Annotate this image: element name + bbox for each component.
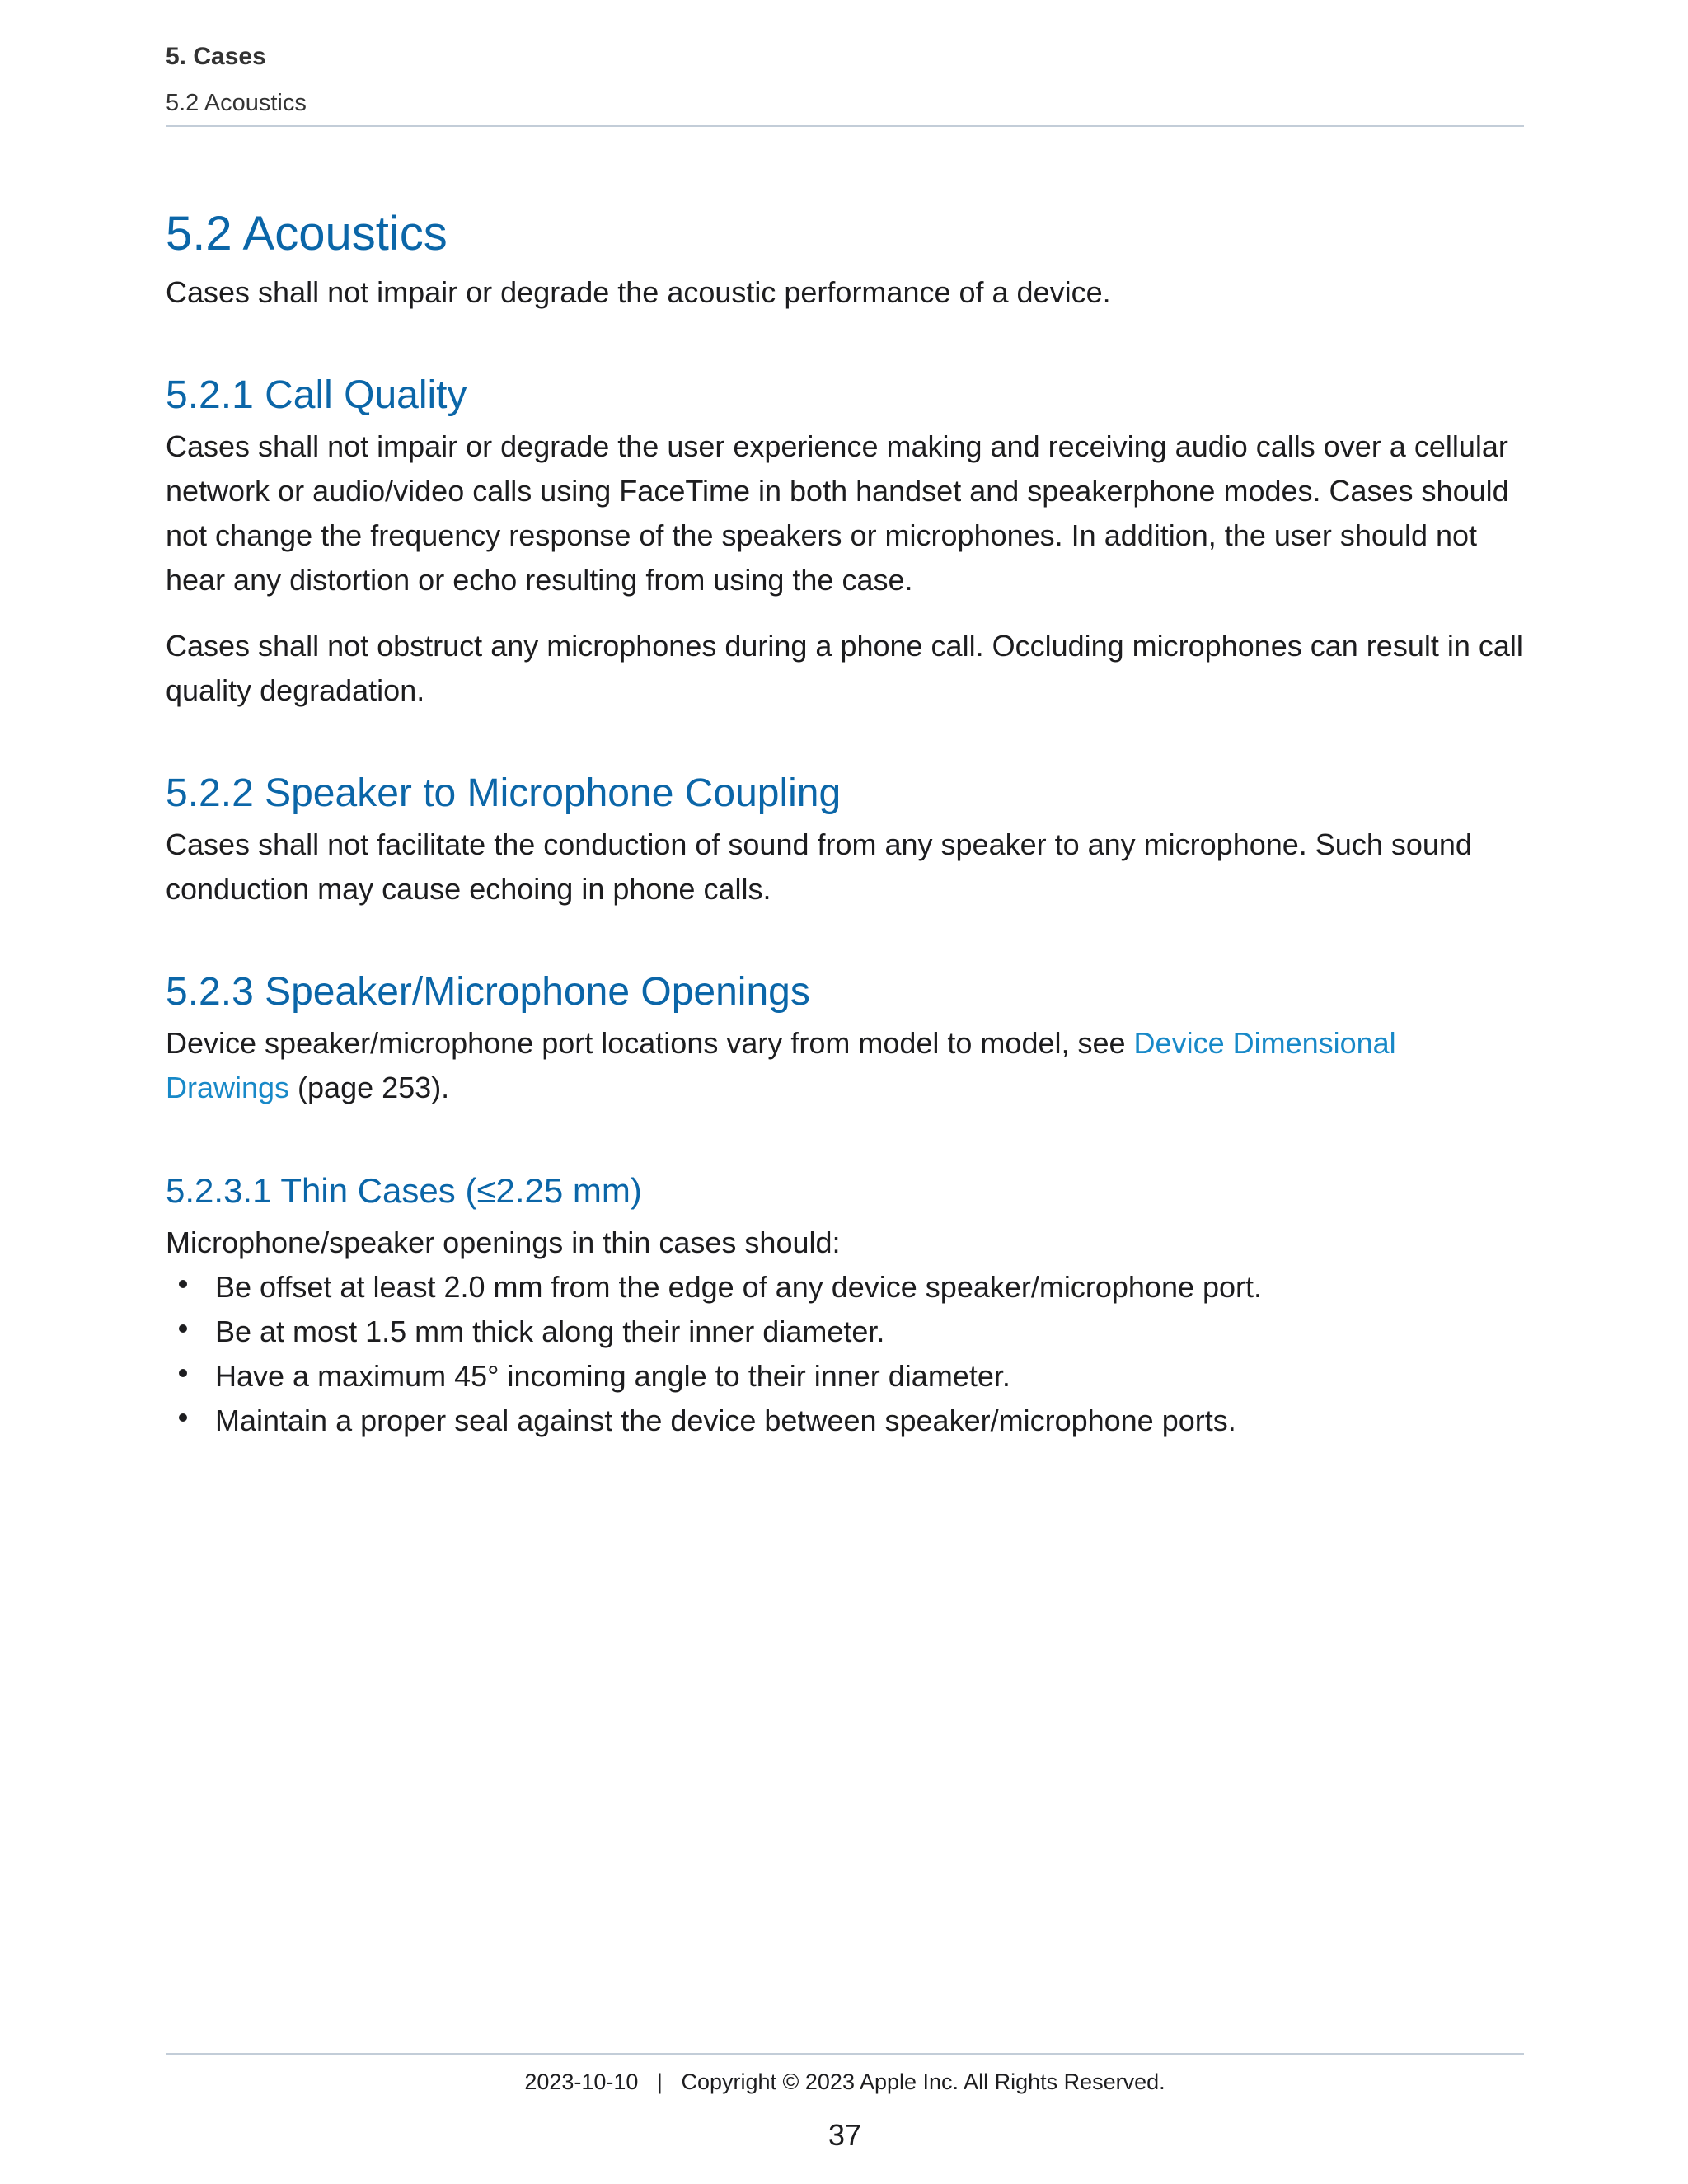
openings-heading: 5.2.3 Speaker/Microphone Openings [166,970,810,1014]
running-header [166,40,1524,120]
header-section: 5.2 Acoustics [166,90,307,116]
page-content [166,198,1524,1443]
coupling-heading: 5.2.2 Speaker to Microphone Coupling [166,771,842,815]
openings-text-after: (page 253). [289,1071,450,1104]
list-item [166,1354,1524,1399]
device-dimensional-drawings-link[interactable]: Device Dimensional Drawings [166,1026,1396,1104]
list-item-text: Maintain a proper seal against the device between speaker/microphone ports. [215,1404,1236,1437]
openings-paragraph [166,1021,1524,1110]
page-number: 37 [828,2118,862,2152]
header-divider [166,125,1524,127]
bullet-icon [179,1280,187,1288]
call-quality-paragraph-1: Cases shall not impair or degrade the user experience making and receiving audio calls over a cellular network or audio/video calls using FaceTime in both handset and speakerphone modes. Cases should not change the frequency response of the speakers or microphones. In addition, the user should not hear any distortion or echo resulting from using the case. [166,429,1509,597]
list-item [166,1265,1524,1310]
bullet-icon [179,1413,187,1422]
thin-cases-list [166,1265,1524,1443]
call-quality-heading: 5.2.1 Call Quality [166,373,467,417]
bullet-icon [179,1369,187,1377]
openings-text-before: Device speaker/microphone port locations vary from model to model, see [166,1026,1134,1060]
coupling-paragraph: Cases shall not facilitate the conduction of sound from any speaker to any microphone. Such sound conduction may cause echoing in phone calls. [166,827,1472,906]
list-item [166,1310,1524,1354]
list-item-text: Have a maximum 45° incoming angle to their inner diameter. [215,1359,1010,1393]
thin-cases-intro: Microphone/speaker openings in thin cases should: [166,1226,841,1259]
section-intro: Cases shall not impair or degrade the acoustic performance of a device. [166,275,1111,309]
footer-copyright: 2023-10-10 | Copyright © 2023 Apple Inc. All Rights Reserved. [524,2069,1165,2094]
list-item [166,1399,1524,1443]
header-chapter: 5. Cases [166,43,266,70]
section-title: 5.2 Acoustics [166,207,448,260]
list-item-text: Be offset at least 2.0 mm from the edge of any device speaker/microphone port. [215,1270,1263,1304]
call-quality-paragraph-2: Cases shall not obstruct any microphones during a phone call. Occluding microphones can result in call quality degradation. [166,629,1523,707]
footer-divider [166,2053,1524,2055]
list-item-text: Be at most 1.5 mm thick along their inner diameter. [215,1315,885,1348]
bullet-icon [179,1324,187,1333]
thin-cases-heading: 5.2.3.1 Thin Cases (≤2.25 mm) [166,1171,642,1210]
